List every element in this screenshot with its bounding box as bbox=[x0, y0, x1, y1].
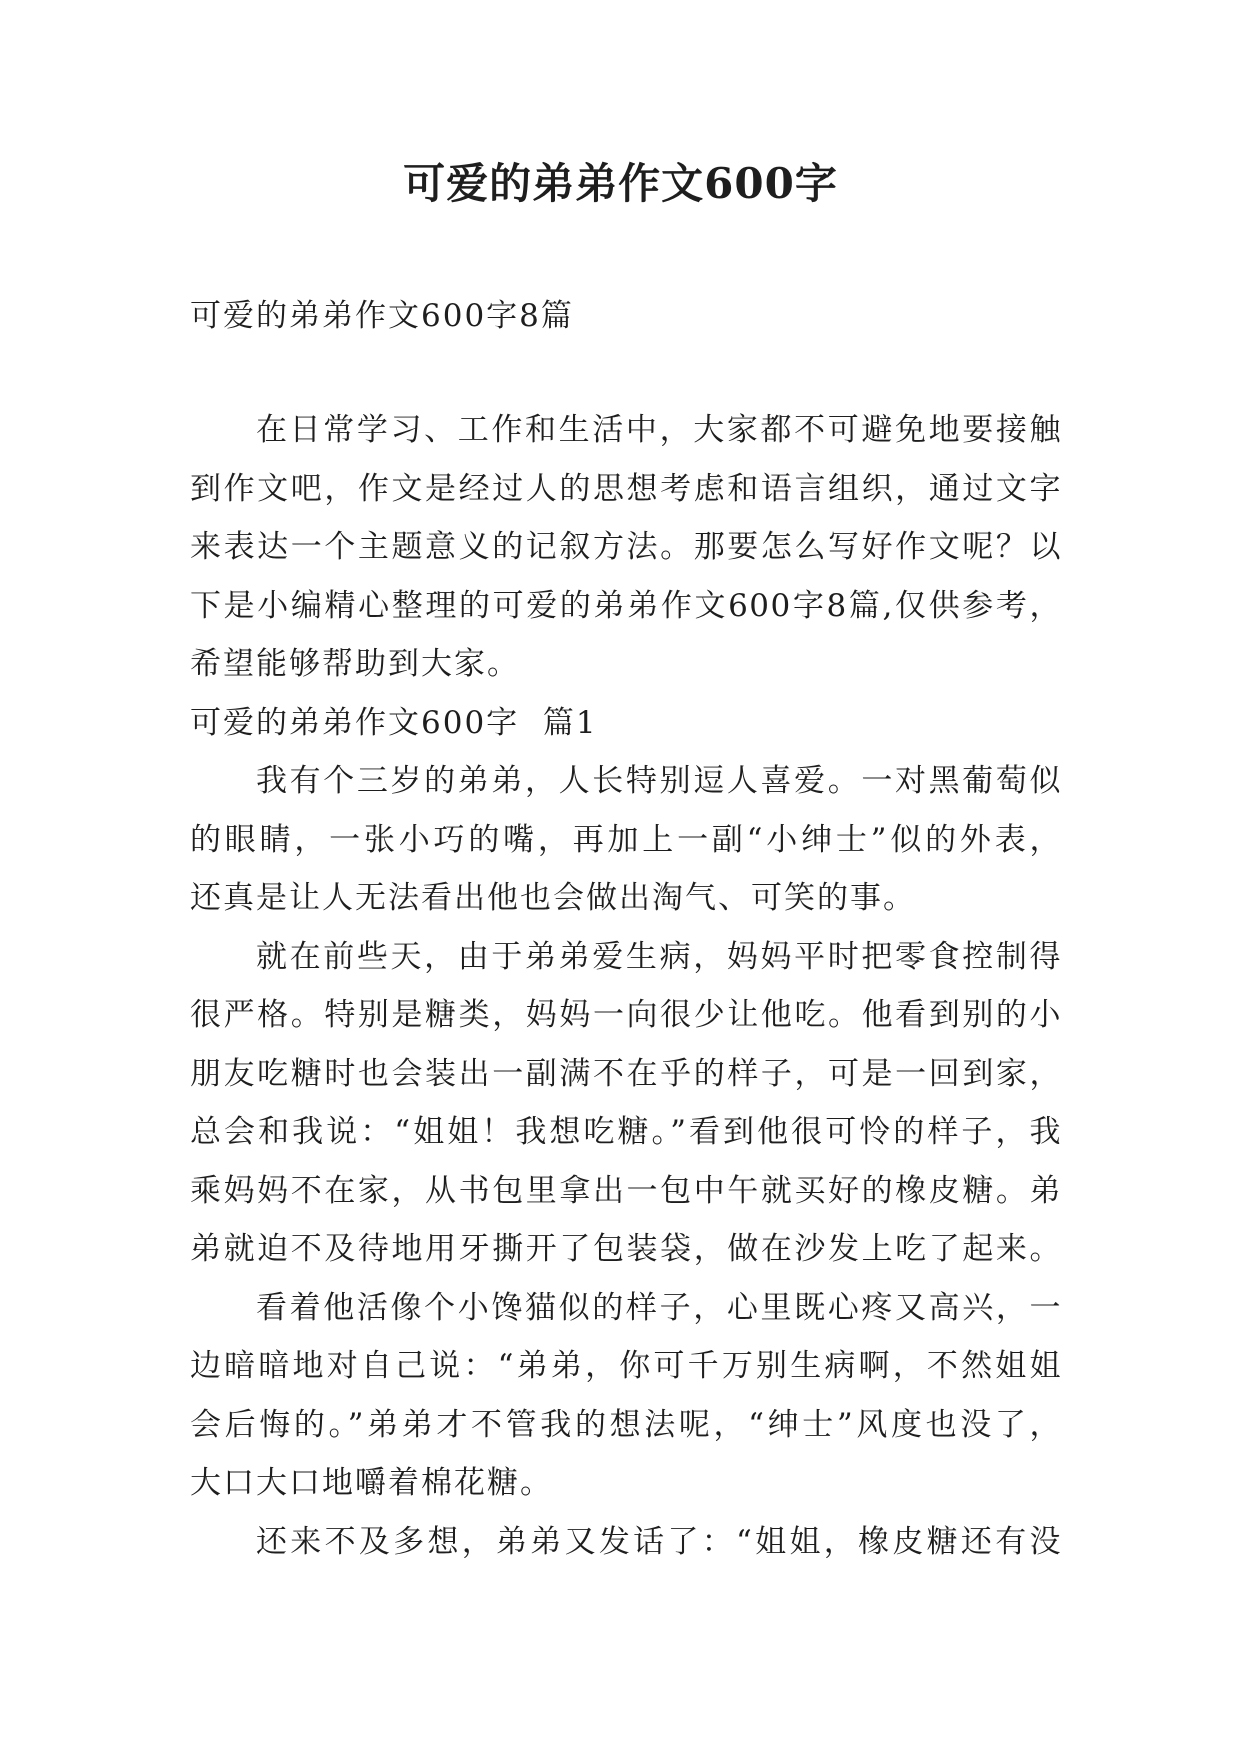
text-line: 朋友吃糖时也会装出一副满不在乎的样子，可是一回到家， bbox=[190, 1055, 1062, 1092]
text-line: 边暗暗地对自己说：“弟弟，你可千万别生病啊，不然姐姐 bbox=[190, 1348, 1062, 1384]
section-heading: 可爱的弟弟作文600字 篇1 bbox=[190, 704, 598, 741]
text-line: 还真是让人无法看出他也会做出淘气、可笑的事。 bbox=[190, 880, 916, 916]
paragraph bbox=[190, 1513, 1062, 1572]
text-line: 总会和我说：“姐姐！我想吃糖。”看到他很可怜的样子，我 bbox=[190, 1114, 1062, 1150]
document-body bbox=[190, 401, 1062, 1571]
text-line: 来表达一个主题意义的记叙方法。那要怎么写好作文呢？以 bbox=[190, 529, 1062, 565]
page-title: 可爱的弟弟作文600字 bbox=[403, 159, 838, 208]
paragraph bbox=[190, 1279, 1062, 1513]
text-line: 希望能够帮助到大家。 bbox=[190, 646, 520, 682]
paragraph bbox=[190, 928, 1062, 1279]
text-line: 弟就迫不及待地用牙撕开了包装袋，做在沙发上吃了起来。 bbox=[190, 1231, 1062, 1267]
text-line: 到作文吧，作文是经过人的思想考虑和语言组织，通过文字 bbox=[190, 470, 1062, 507]
document-subtitle: 可爱的弟弟作文600字8篇 bbox=[190, 298, 574, 334]
text-line: 还来不及多想，弟弟又发话了：“姐姐，橡皮糖还有没 bbox=[256, 1523, 1062, 1560]
text-line: 我有个三岁的弟弟，人长特别逗人喜爱。一对黑葡萄似 bbox=[256, 763, 1062, 799]
text-line: 很严格。特别是糖类，妈妈一向很少让他吃。他看到别的小 bbox=[190, 997, 1062, 1033]
text-line: 乘妈妈不在家，从书包里拿出一包中午就买好的橡皮糖。弟 bbox=[190, 1172, 1062, 1209]
text-line: 在日常学习、工作和生活中，大家都不可避免地要接触 bbox=[256, 412, 1062, 448]
text-line: 下是小编精心整理的可爱的弟弟作文600字8篇,仅供参考， bbox=[190, 587, 1062, 624]
text-line: 看着他活像个小馋猫似的样子，心里既心疼又高兴，一 bbox=[256, 1289, 1062, 1326]
text-line: 就在前些天，由于弟弟爱生病，妈妈平时把零食控制得 bbox=[256, 938, 1062, 975]
text-line: 会后悔的。”弟弟才不管我的想法呢，“绅士”风度也没了， bbox=[190, 1406, 1062, 1443]
text-line: 大口大口地嚼着棉花糖。 bbox=[190, 1465, 553, 1501]
paragraph bbox=[190, 752, 1062, 928]
text-line: 的眼睛，一张小巧的嘴，再加上一副“小绅士”似的外表， bbox=[190, 821, 1062, 858]
intro-paragraph bbox=[190, 401, 1062, 694]
